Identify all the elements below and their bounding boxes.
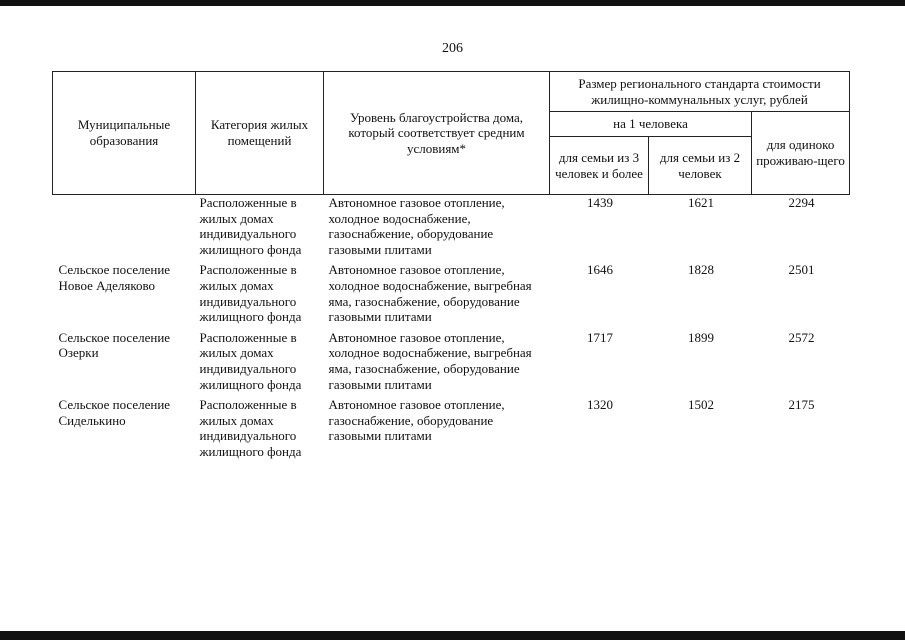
cell-single: 2572 [788, 329, 815, 345]
header-family-3: для семьи из 3 человек и более [550, 137, 649, 195]
cell-family-3: 1320 [587, 397, 613, 413]
cell-family-2: 1502 [688, 397, 714, 413]
cell-family-2: 1899 [688, 329, 714, 345]
cell-family-3: 1646 [587, 262, 613, 278]
cell-category: Расположенные в жилых домах индивидуального жилищного фонда [199, 329, 302, 392]
tariff-table-container [52, 71, 849, 465]
cell-comfort-level: Автономное газовое отопление, холодное водоснабжение, выгребная яма, газоснабжение, оборудование газовыми плитами [328, 262, 532, 325]
cell-municipality: Сельское поселение Сиделькино [58, 397, 171, 428]
cell-single: 2294 [788, 195, 815, 210]
header-single: для одиноко проживаю-щего [752, 112, 850, 195]
cell-family-2: 1828 [688, 262, 714, 278]
cell-category: Расположенные в жилых домах индивидуального жилищного фонда [199, 195, 302, 257]
cell-category: Расположенные в жилых домах индивидуального жилищного фонда [199, 397, 302, 459]
bottom-border-bar [0, 631, 905, 640]
cell-comfort-level: Автономное газовое отопление, холодное водоснабжение, выгребная яма, газоснабжение, оборудование газовыми плитами [328, 329, 532, 392]
table-body [53, 195, 850, 465]
cell-family-2: 1621 [688, 195, 714, 210]
cell-municipality: Сельское поселение Озерки [58, 329, 171, 361]
table-row [53, 330, 850, 397]
table-row [53, 262, 850, 329]
cell-category: Расположенные в жилых домах индивидуального жилищного фонда [199, 262, 302, 325]
header-per-person: на 1 человека [550, 112, 752, 137]
cell-comfort-level: Автономное газовое отопление, газоснабжение, оборудование газовыми плитами [328, 397, 505, 444]
cell-comfort-level: Автономное газовое отопление, холодное водоснабжение, газоснабжение, оборудование газовыми плитами [328, 195, 505, 257]
tariff-table [52, 71, 850, 465]
header-municipality: Муниципальные образования [53, 72, 196, 195]
cell-municipality [53, 195, 196, 263]
header-category: Категория жилых помещений [196, 72, 324, 195]
page-number: 206 [442, 41, 463, 56]
header-standard-group: Размер регионального стандарта стоимости жилищно-коммунальных услуг, рублей [550, 72, 850, 112]
table-row [53, 397, 850, 464]
header-comfort-level: Уровень благоустройства дома, который соответствует средним условиям* [324, 72, 550, 195]
table-row [53, 195, 850, 263]
cell-single: 2501 [788, 262, 815, 278]
top-border-bar [0, 0, 905, 6]
cell-family-3: 1717 [587, 329, 613, 345]
table-header [53, 72, 850, 195]
header-family-2: для семьи из 2 человек [649, 137, 752, 195]
cell-family-3: 1439 [587, 195, 613, 210]
cell-single: 2175 [788, 397, 815, 413]
cell-municipality: Сельское поселение Новое Аделяково [58, 262, 171, 293]
